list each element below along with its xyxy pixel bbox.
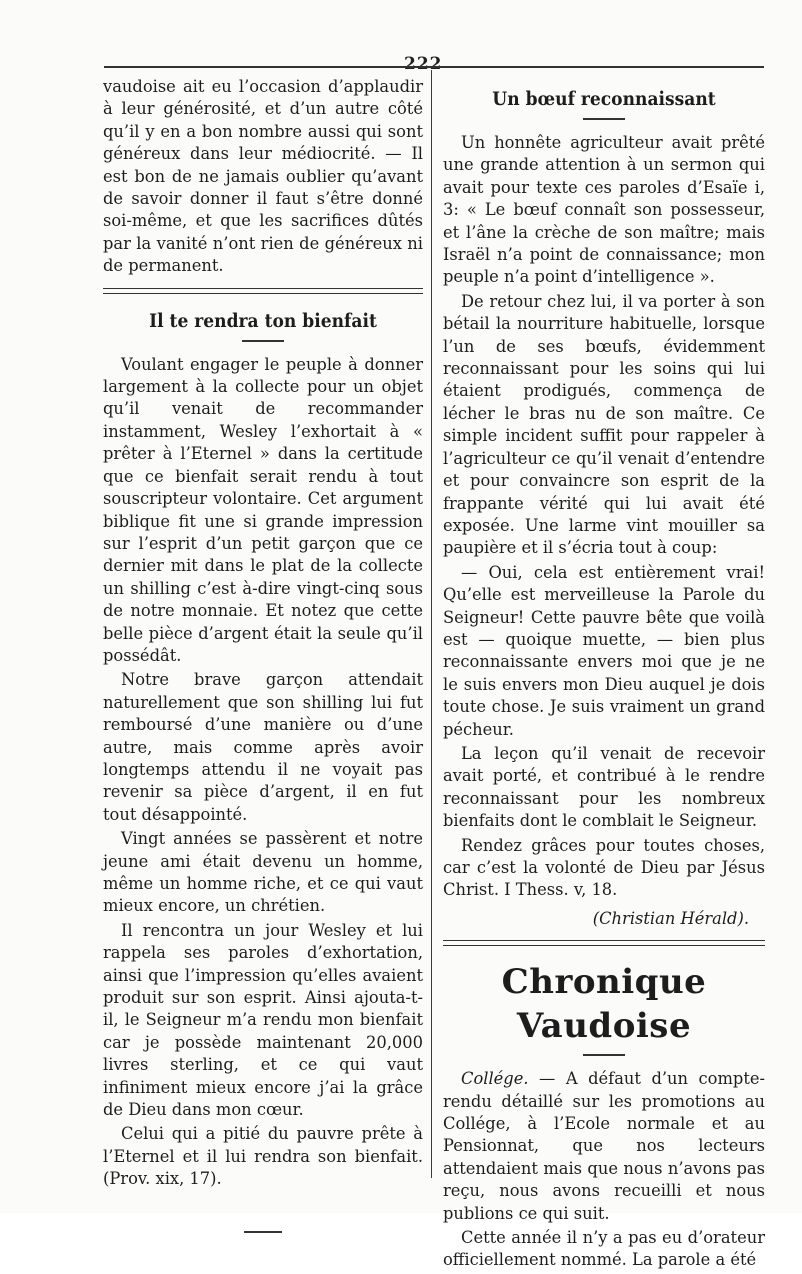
chronicle-title: Chronique Vaudoise xyxy=(501,962,707,1047)
article-scripture-reference: Rendez grâces pour toutes choses, car c’est la volonté de Dieu par Jésus Christ. I Thess. v, 18. xyxy=(443,835,765,900)
end-dash xyxy=(244,1231,282,1233)
article-paragraph: Un honnête agriculteur avait prêté une grande attention à un sermon qui avait pour texte ces paroles d’Esaïe i, 3: « Le bœuf connaît son possesseur, et l’âne la crèche de son maître; mais Israël n’a point de connaissance; mon peuple n’a point d’intelligence ». xyxy=(443,133,765,287)
page-number: 222 xyxy=(404,54,443,74)
header-rule xyxy=(104,66,764,68)
article-title-bienfait: Il te rendra ton bienfait xyxy=(149,309,377,332)
chronicle-lead-text: — A défaut d’un compte-rendu détaillé sur les promotions au Collége, à l’Ecole normale et au Pensionnat, que nos lecteurs attendaient mais que nous n’avons pas reçu, nous avons recueilli et nous publions ce qui suit. xyxy=(443,1069,765,1223)
article-scripture-reference: Celui qui a pitié du pauvre prête à l’Eternel et il lui rendra son bienfait. (Prov. xix, 17). xyxy=(103,1124,423,1189)
article-paragraph: Voulant engager le peuple à donner largement à la collecte pour un objet qu’il venait de recommander instamment, Wesley l’exhortait à « prêter à l’Eternel » dans la certitude que ce bienfait serait rendu à tout souscripteur volontaire. Cet argument biblique fit une si grande impression sur l’esprit d’un petit garçon que ce dernier mit dans le plat de la collecte un shilling c’est à-dire vingt-cinq sous de notre monnaie. Et notez que cette belle pièce d’argent était la seule qu’il possédât. xyxy=(103,354,423,665)
article-title-boeuf: Un bœuf reconnaissant xyxy=(492,88,716,110)
article-attribution: (Christian Hérald). xyxy=(592,908,749,928)
article-paragraph: La leçon qu’il venait de recevoir avait porté, et contribué à le rendre reconnaissant pour les nombreux bienfaits dont le comblait le Seigneur. xyxy=(443,743,765,831)
title-dash xyxy=(242,340,284,342)
chronicle-paragraph xyxy=(443,1068,765,1225)
article-paragraph: Notre brave garçon attendait naturellement que son shilling lui fut remboursé d’une manière ou d’une autre, mais comme après avoir longtemps attendu il ne voyait pas revenir sa pièce d’argent, il en fut tout désappointé. xyxy=(103,670,423,824)
section-separator xyxy=(443,940,765,946)
chronicle-lead-label: Collége. xyxy=(461,1069,529,1089)
continued-paragraph: vaudoise ait eu l’occasion d’applaudir à leur générosité, et d’un autre côté qu’il y en a bon nombre aussi qui sont généreux dans leur médiocrité. — Il est bon de ne jamais oublier qu’avant de savoir donner il faut s’être donné soi-même, et que les sacrifices dûtés par la vanité n’ont rien de généreux ni de permanent. xyxy=(103,77,423,276)
title-dash xyxy=(583,1054,625,1056)
article-paragraph: — Oui, cela est entièrement vrai! Qu’elle est merveilleuse la Parole du Seigneur! Cette pauvre bête que voilà est — quoique muette, — bien plus reconnaissante envers moi que je ne le suis envers mon Dieu auquel je dois toute chose. Je suis vraiment un grand pécheur. xyxy=(443,562,765,739)
section-separator xyxy=(103,288,423,294)
article-paragraph: Il rencontra un jour Wesley et lui rappela ses paroles d’exhortation, ainsi que l’impression qu’elles avaient produit sur son esprit. Ainsi ajouta-t-il, le Seigneur m’a rendu mon bienfait car je possède maintenant 20,000 livres sterling, et ce qui vaut infiniment mieux encore j’ai la grâce de Dieu dans mon cœur. xyxy=(103,920,423,1120)
chronicle-paragraph: Cette année il n’y a pas eu d’orateur officiellement nommé. La parole a été xyxy=(443,1228,765,1270)
left-column xyxy=(103,76,423,1233)
right-column xyxy=(443,76,765,1274)
column-divider xyxy=(431,70,432,1178)
title-dash xyxy=(583,118,625,120)
article-paragraph: De retour chez lui, il va porter à son bétail la nourriture habituelle, lorsque l’un de ses bœufs, évidemment reconnaissant pour les soins qui lui étaient prodigués, commença de lécher le bras nu de son maître. Ce simple incident suffit pour rappeler à l’agriculteur ce qu’il venait d’entendre et pour convaincre son esprit de la frappante vérité qui lui avait été exposée. Une larme vint mouiller sa paupière et il s’écria tout à coup: xyxy=(443,291,765,558)
article-paragraph: Vingt années se passèrent et notre jeune ami était devenu un homme, même un homme riche, et ce qui vaut mieux encore, un chrétien. xyxy=(103,829,423,916)
